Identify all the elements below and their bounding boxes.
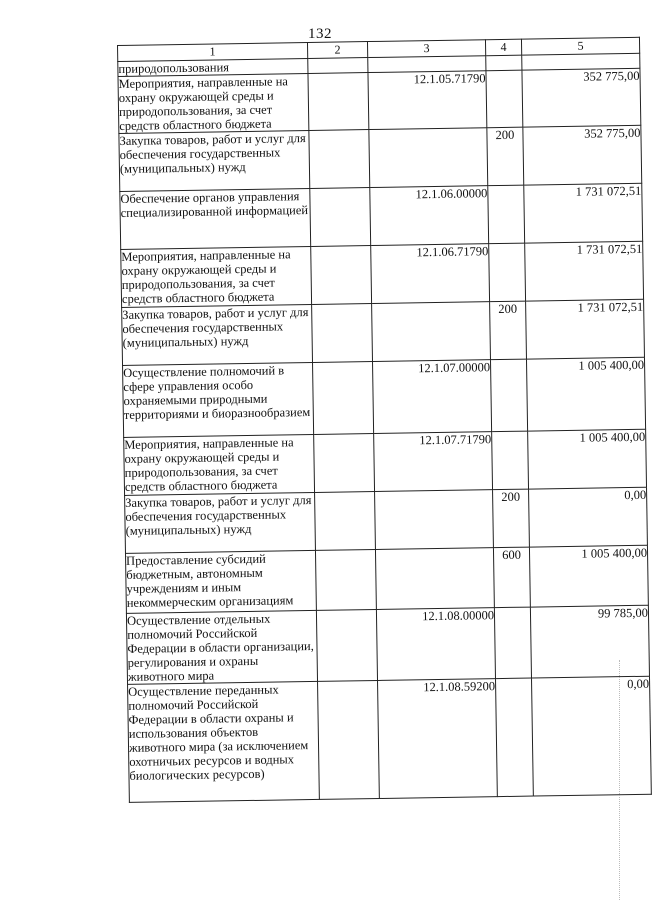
header-cell: 2 [307, 42, 367, 59]
row-col2-cell [308, 58, 368, 74]
row-amount-cell: 1 731 072,51 [525, 241, 644, 301]
row-name-cell: Обеспечение органов управления специализированной информацией [120, 188, 311, 249]
row-code-cell [375, 490, 494, 550]
table-row [121, 241, 644, 307]
row-amount-cell: 0,00 [529, 487, 648, 547]
row-col2-cell [309, 130, 370, 189]
row-name-cell: Закупка товаров, работ и услуг для обеспечения государственных (муниципальных) нужд [122, 304, 313, 365]
row-col2-cell [312, 304, 373, 363]
row-name-cell: Предоставление субсидий бюджетным, автономным учреждениям и иным некоммерческим организациям [125, 550, 316, 613]
row-amount-cell: 1 731 072,51 [526, 299, 645, 359]
row-name-cell: Закупка товаров, работ и услуг для обеспечения государственных (муниципальных) нужд [119, 130, 310, 191]
row-name-cell: Осуществление отдельных полномочий Российской Федерации в области организации, регулирования и охраны животного мира [126, 610, 317, 684]
margin-mark [619, 660, 624, 900]
row-vr-cell: 600 [493, 547, 530, 608]
table-body [118, 53, 652, 802]
row-code-cell [375, 548, 494, 610]
row-code-cell [369, 128, 488, 188]
table-row [120, 183, 643, 249]
table-row [124, 429, 647, 495]
table-row [128, 676, 652, 802]
row-vr-cell [492, 431, 529, 490]
row-code-cell: 12.1.08.59200 [378, 679, 498, 799]
row-amount-cell: 99 785,00 [530, 605, 649, 678]
row-col2-cell [311, 246, 372, 305]
row-col2-cell [315, 492, 376, 551]
row-vr-cell [488, 185, 525, 244]
row-name-cell: Мероприятия, направленные на охрану окружающей среды и природопользования, за счет средств областного бюджета [121, 246, 312, 307]
row-code-cell: 12.1.07.71790 [374, 432, 493, 492]
table-row [126, 605, 649, 684]
row-amount-cell: 0,00 [531, 676, 651, 796]
row-col2-cell [318, 680, 380, 799]
table-row [125, 545, 648, 613]
row-code-cell: 12.1.07.00000 [373, 360, 492, 434]
header-cell: 1 [118, 43, 308, 62]
table-row [122, 299, 645, 365]
row-col2-cell [310, 188, 371, 247]
row-code-cell: 12.1.06.00000 [370, 186, 489, 246]
row-name-cell: Осуществление полномочий в сфере управления особо охраняемыми природными территориями и биоразнообразием [123, 362, 314, 437]
row-vr-cell: 200 [493, 489, 530, 548]
row-col2-cell [316, 609, 377, 681]
row-vr-cell [486, 55, 522, 71]
row-code-cell: 12.1.06.71790 [371, 244, 490, 304]
row-amount-cell: 352 775,00 [522, 68, 641, 127]
table-row [125, 487, 648, 553]
row-amount-cell: 1 005 400,00 [529, 545, 648, 607]
row-name-cell: Мероприятия, направленные на охрану окружающей среды и природопользования, за счет средств областного бюджета [124, 434, 315, 495]
row-vr-cell [494, 607, 531, 679]
row-name-cell: Закупка товаров, работ и услуг для обеспечения государственных (муниципальных) нужд [125, 492, 316, 553]
row-col2-cell [314, 434, 375, 493]
row-vr-cell [486, 70, 523, 128]
table-row [119, 125, 642, 191]
table-row [123, 357, 646, 437]
row-name-cell: Мероприятия, направленные на охрану окружающей среды и природопользования, за счет средств областного бюджета [118, 74, 309, 134]
row-code-cell [372, 302, 491, 362]
row-vr-cell: 200 [490, 301, 527, 360]
row-name-cell: природопользования [118, 59, 308, 77]
row-col2-cell [313, 362, 374, 435]
row-code-cell: 12.1.08.00000 [376, 608, 495, 681]
row-col2-cell [308, 73, 369, 131]
row-col2-cell [315, 550, 376, 611]
header-cell: 3 [367, 40, 485, 58]
row-code-cell: 12.1.05.71790 [368, 71, 487, 130]
row-vr-cell: 200 [487, 127, 524, 186]
row-vr-cell [490, 359, 527, 432]
budget-table [117, 37, 652, 803]
row-amount-cell: 1 731 072,51 [524, 183, 643, 243]
page-number: 132 [308, 26, 332, 42]
row-amount-cell: 352 775,00 [523, 125, 642, 185]
row-name-cell: Осуществление переданных полномочий Российской Федерации в области охраны и использования объектов животного мира (за исключением охотничьих ресурсов и водных биологических ресурсов) [128, 681, 320, 802]
table-row [118, 68, 641, 133]
row-vr-cell [489, 243, 526, 302]
row-amount-cell: 1 005 400,00 [528, 429, 647, 489]
header-cell: 5 [521, 37, 639, 55]
row-vr-cell [495, 678, 533, 797]
header-cell: 4 [485, 39, 521, 56]
row-amount-cell: 1 005 400,00 [526, 357, 645, 431]
